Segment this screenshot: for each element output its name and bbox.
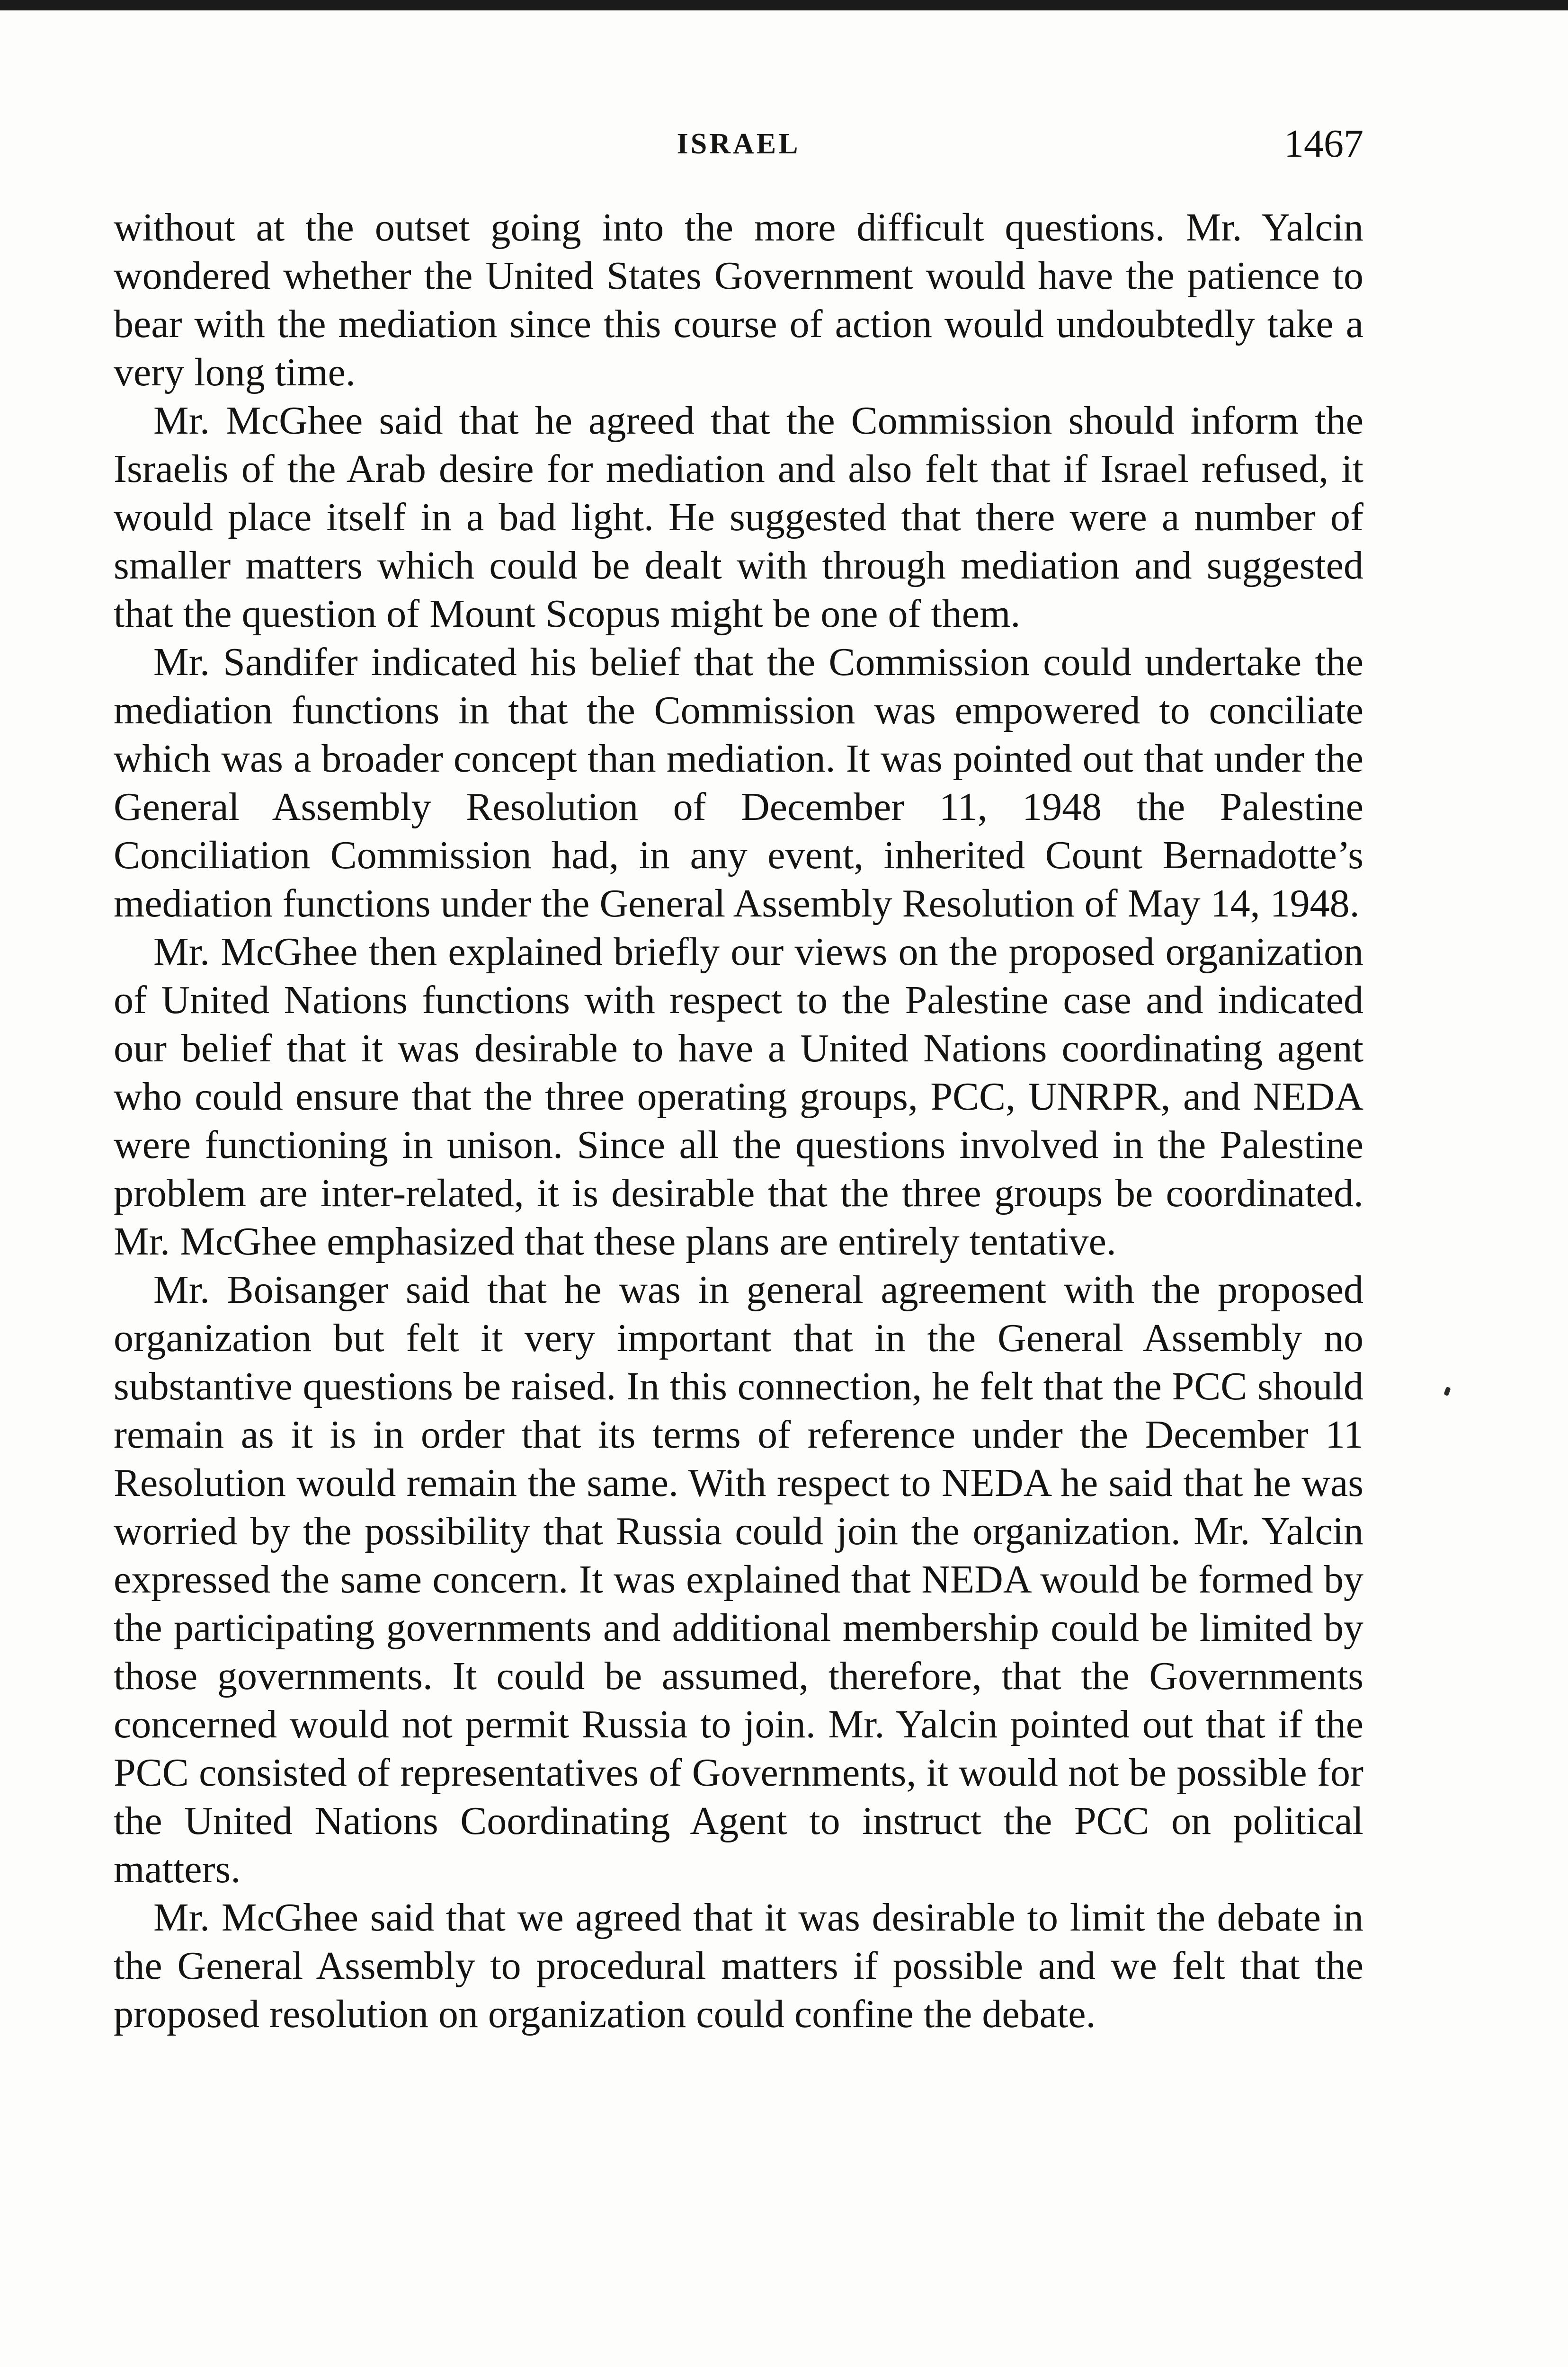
paragraph-5-boisanger: Mr. Boisanger said that he was in general agreement with the proposed organization but felt it very important that in the General Assembly no substantive questions be raised. In this connection, he felt that the PCC should remain as it is in order that its terms of reference under the December 11 Resolution would remain the same. With respect to NEDA he said that he was worried by the possibility that Russia could join the organization. Mr. Yalcin expressed the same concern. It was explained that NEDA would be formed by the participating governments and additional membership could be limited by those governments. It could be assumed, therefore, that the Governments concerned would not permit Russia to join. Mr. Yalcin pointed out that if the PCC consisted of representatives of Governments, it would not be possible for the United Nations Coordinating Agent to instruct the PCC on political matters. bbox=[114, 1268, 1363, 1891]
running-head bbox=[114, 121, 1363, 178]
body-text bbox=[114, 204, 1363, 2038]
paragraph-6-mcghee-debate: Mr. McGhee said that we agreed that it was desirable to limit the debate in the General Assembly to procedural matters if possible and we felt that the proposed resolution on organization could confine the debate. bbox=[114, 1895, 1363, 2036]
paragraph-1-continuation: without at the outset going into the more difficult questions. Mr. Yalcin wondered whether the United States Government would have the patience to bear with the mediation since this course of action would undoubtedly take a very long time. bbox=[114, 205, 1363, 394]
top-edge-rule bbox=[0, 0, 1568, 10]
running-title: ISRAEL bbox=[677, 128, 801, 160]
paragraph-3-sandifer: Mr. Sandifer indicated his belief that the Commission could undertake the mediation functions in that the Commission was empowered to conciliate which was a broader concept than mediation. It was pointed out that under the General Assembly Resolution of December 11, 1948 the Palestine Conciliation Commission had, in any event, inherited Count Bernadotte’s mediation functions under the General Assembly Resolution of May 14, 1948. bbox=[114, 640, 1363, 925]
margin-ink-mark bbox=[1443, 1387, 1451, 1396]
page-number: 1467 bbox=[1284, 122, 1363, 166]
paragraph-4-mcghee-organization: Mr. McGhee then explained briefly our views on the proposed organization of United Nations functions with respect to the Palestine case and indicated our belief that it was desirable to have a United Nations coordinating agent who could ensure that the three operating groups, PCC, UNRPR, and NEDA were functioning in unison. Since all the questions involved in the Palestine problem are inter-related, it is desirable that the three groups be coordinated. Mr. McGhee emphasized that these plans are entirely tentative. bbox=[114, 930, 1363, 1264]
paragraph-2-mcghee-mediation: Mr. McGhee said that he agreed that the Commission should inform the Israelis of the Arab desire for mediation and also felt that if Israel refused, it would place itself in a bad light. He suggested that there were a number of smaller matters which could be dealt with through mediation and suggested that the question of Mount Scopus might be one of them. bbox=[114, 399, 1363, 636]
